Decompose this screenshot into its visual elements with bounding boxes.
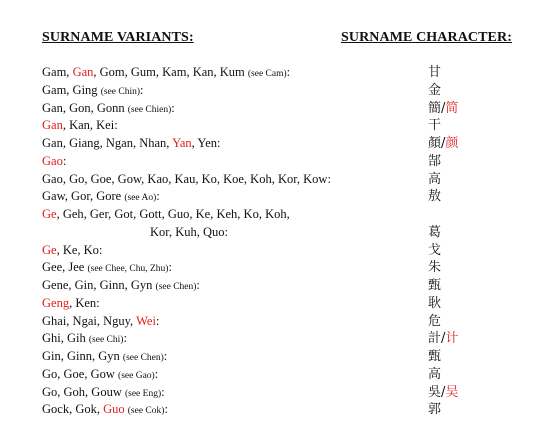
variant-text: :: [161, 384, 165, 399]
variant-text: :: [168, 260, 172, 275]
variant-text: :: [62, 153, 67, 168]
traditional-character: 郜: [428, 153, 442, 169]
variant-text: :: [171, 100, 175, 115]
surname-variants: [42, 206, 290, 242]
traditional-character: 吳/: [428, 384, 446, 400]
traditional-character: 甘: [428, 65, 442, 80]
variant-text: Gock, Gok,: [42, 402, 104, 417]
surname-character: [428, 188, 441, 206]
surname-variants: [42, 153, 66, 171]
traditional-character: 計/: [428, 331, 446, 347]
surname-row: [0, 242, 543, 260]
see-reference: (see Chen): [122, 353, 164, 363]
highlighted-variant: Yan: [172, 136, 192, 150]
surname-variants-header: SURNAME VARIANTS:: [42, 30, 194, 45]
variant-text: Gao, Go, Goe, Gow, Kao, Kau, Ko, Koe, Koh, Kor, Kow:: [42, 171, 331, 186]
highlighted-variant: Ge: [42, 242, 57, 257]
variant-text: , Ke, Ko:: [56, 242, 103, 257]
variant-text: Go, Goe, Gow: [42, 366, 119, 381]
traditional-character: 戈: [428, 242, 442, 258]
variant-text: Gene, Gin, Ginn, Gyn: [42, 278, 156, 292]
variant-text: :: [123, 331, 127, 346]
variant-text: :: [286, 65, 291, 79]
variant-text: Ghi, Gih: [42, 331, 89, 346]
surname-row: [0, 366, 543, 384]
variant-text: Gaw, Gor, Gore: [42, 189, 125, 204]
highlighted-variant: Gao: [42, 153, 63, 168]
surname-row: [0, 277, 543, 295]
surname-character: [428, 330, 458, 348]
traditional-character: 甄: [428, 278, 442, 293]
surname-row: [0, 313, 543, 331]
see-reference: (see Gao): [118, 370, 155, 381]
surname-variants: [42, 313, 159, 331]
surname-character: [428, 259, 441, 277]
see-reference: (see Cok): [127, 406, 165, 417]
surname-variants: [42, 295, 100, 313]
highlighted-variant: Gan: [72, 65, 94, 79]
see-reference: (see Chee, Chu, Zhu): [87, 264, 169, 275]
surname-character: [428, 82, 441, 100]
variant-text: Gee, Jee: [42, 260, 88, 275]
variant-text: Gam,: [42, 65, 73, 79]
surname-character: [428, 313, 441, 331]
traditional-character: 簡/: [428, 100, 446, 116]
see-reference: (see Chi): [88, 335, 124, 346]
surname-character: [428, 242, 441, 260]
surname-variants: [42, 242, 102, 260]
variant-text: Ghai, Ngai, Nguy,: [42, 313, 137, 328]
surname-row: [0, 206, 543, 242]
surname-row: [0, 295, 543, 313]
traditional-character: 高: [428, 366, 442, 382]
surname-character: [428, 64, 441, 82]
simplified-character: 吴: [445, 384, 459, 400]
variant-text: Gan, Giang, Ngan, Nhan,: [42, 136, 173, 150]
variant-text: :: [164, 402, 168, 417]
surname-row: [0, 117, 543, 135]
traditional-character: 高: [428, 171, 442, 187]
surname-variants: [42, 401, 168, 421]
traditional-character: 金: [428, 82, 442, 98]
variant-text: :: [140, 82, 144, 97]
traditional-character: 朱: [428, 260, 442, 276]
highlighted-variant: Guo: [103, 402, 125, 417]
variant-text: Gam, Ging: [42, 82, 101, 97]
see-reference: (see Chien): [127, 104, 172, 115]
surname-character-header: SURNAME CHARACTER:: [341, 30, 512, 45]
surname-character: [428, 295, 441, 313]
surname-row: [0, 64, 543, 82]
variant-text: Kor, Kuh, Quo:: [150, 224, 228, 239]
highlighted-variant: Wei: [136, 313, 156, 328]
surname-row: [0, 259, 543, 277]
see-reference: (see Eng): [124, 388, 162, 399]
surname-variants: [42, 171, 331, 189]
see-reference: (see Ao): [124, 193, 157, 204]
surname-row: [0, 171, 543, 189]
simplified-character: 计: [445, 331, 459, 347]
variants-continuation: [42, 224, 290, 242]
variant-text: :: [156, 189, 160, 204]
surname-row: [0, 100, 543, 118]
variant-text: , Ken:: [69, 295, 100, 310]
variant-text: , Geh, Ger, Got, Gott, Guo, Ke, Keh, Ko, Koh,: [56, 207, 290, 221]
surname-character: [428, 401, 441, 419]
see-reference: (see Chin): [100, 86, 140, 97]
variant-text: :: [196, 278, 200, 292]
see-reference: (see Cam): [247, 69, 287, 79]
surname-row: [0, 82, 543, 100]
variant-text: :: [155, 313, 160, 328]
surname-character: [428, 384, 458, 402]
traditional-character: 干: [428, 118, 442, 134]
variant-text: , Gom, Gum, Kam, Kan, Kum: [93, 65, 248, 79]
highlighted-variant: Gan: [42, 118, 63, 133]
variant-text: :: [163, 349, 168, 363]
highlighted-variant: Ge: [42, 207, 57, 221]
simplified-character: 颜: [445, 136, 459, 151]
surname-variants: [42, 135, 220, 153]
variant-text: Gan, Gon, Gonn: [42, 100, 128, 115]
variant-text: Gin, Ginn, Gyn: [42, 349, 123, 363]
surname-character: [428, 277, 441, 295]
surname-table: [0, 64, 543, 419]
surname-character: [428, 153, 441, 171]
variant-text: , Kan, Kei:: [62, 118, 118, 133]
traditional-character: 顏/: [428, 136, 446, 151]
see-reference: (see Chen): [155, 282, 197, 292]
surname-character: [428, 117, 441, 135]
surname-character: [428, 224, 441, 242]
surname-row: [0, 384, 543, 402]
traditional-character: 危: [428, 313, 442, 329]
surname-character: [428, 100, 458, 118]
highlighted-variant: Geng: [42, 295, 70, 310]
traditional-character: 敖: [428, 189, 442, 205]
traditional-character: 甄: [428, 349, 442, 364]
traditional-character: 耿: [428, 295, 442, 311]
surname-row: [0, 401, 543, 419]
variant-text: Go, Goh, Gouw: [42, 384, 125, 399]
traditional-character: 葛: [428, 224, 442, 240]
surname-variants: [42, 117, 118, 135]
surname-character: [428, 366, 441, 384]
variant-text: :: [154, 366, 159, 381]
surname-character: [428, 348, 441, 366]
surname-row: [0, 330, 543, 348]
surname-row: [0, 153, 543, 171]
surname-character: [428, 135, 458, 153]
surname-character: [428, 171, 441, 189]
surname-row: [0, 348, 543, 366]
variant-text: , Yen:: [191, 136, 221, 150]
surname-row: [0, 135, 543, 153]
surname-row: [0, 188, 543, 206]
simplified-character: 简: [445, 100, 459, 116]
traditional-character: 郭: [428, 402, 442, 418]
